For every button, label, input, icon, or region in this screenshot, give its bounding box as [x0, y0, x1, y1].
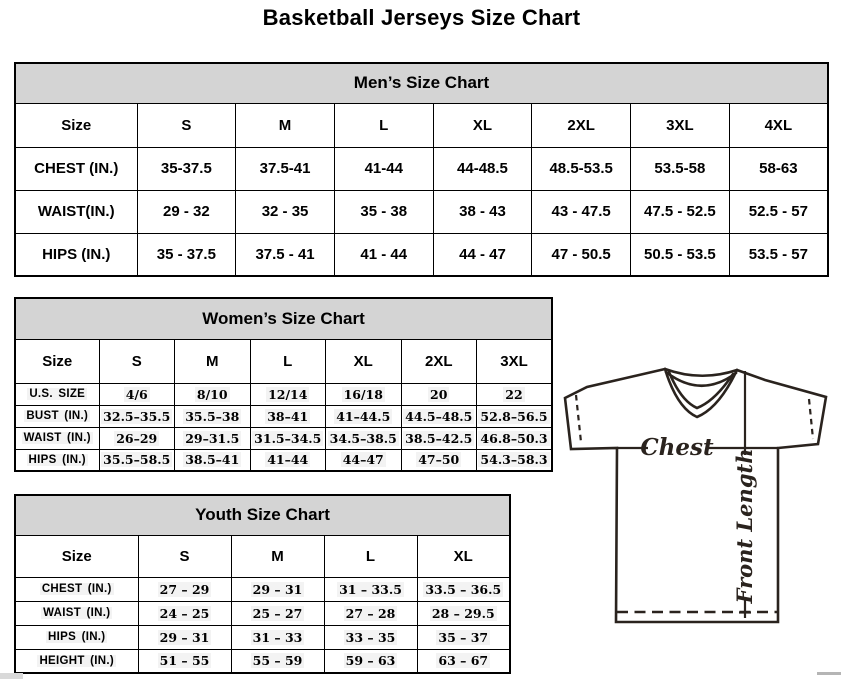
men-value-cell: [631, 190, 730, 233]
men-value-text: 37.5-41: [259, 160, 311, 177]
men-value-cell: [729, 147, 828, 190]
women-column-header-4: XL: [326, 339, 402, 383]
men-value-text: 37.5 - 41: [255, 245, 315, 263]
men-value-cell: [631, 147, 730, 190]
men-row-label-0: [15, 147, 137, 190]
youth-value-cell: [231, 601, 324, 625]
women-value-text: 8/10: [196, 386, 228, 402]
women-value-cell: [250, 449, 326, 471]
men-row-label-text-2: HIPS (IN.): [42, 245, 111, 263]
men-row-label-1: [15, 190, 137, 233]
men-column-header-4: XL: [433, 103, 532, 147]
youth-value-cell: [417, 601, 510, 625]
youth-value-text: 35 – 37: [438, 629, 489, 645]
men-column-header-2: M: [236, 103, 335, 147]
youth-column-header-0: Size: [15, 535, 138, 577]
women-value-cell: [401, 383, 477, 405]
mens-size-table: [14, 62, 829, 277]
women-value-cell: [175, 383, 251, 405]
youth-value-text: 51 – 55: [159, 653, 210, 669]
men-value-text: 53.5-58: [654, 160, 706, 177]
youth-value-text: 59 – 63: [345, 653, 396, 669]
men-value-text: 53.5 - 57: [748, 245, 808, 263]
men-value-cell: [433, 233, 532, 276]
women-value-cell: [175, 427, 251, 449]
youth-data-row-2: [15, 625, 510, 649]
youth-chart-title: Youth Size Chart: [15, 495, 510, 535]
women-value-text: 35.5–58.5: [103, 452, 171, 468]
youth-row-label-text-3: HEIGHT (IN.): [39, 654, 115, 667]
youth-value-cell: [231, 625, 324, 649]
women-value-cell: [250, 427, 326, 449]
youth-size-table: [14, 494, 511, 674]
page-title: Basketball Jerseys Size Chart: [262, 5, 581, 30]
youth-value-cell: [417, 649, 510, 673]
women-value-cell: [401, 449, 477, 471]
youth-value-cell: [231, 577, 324, 601]
women-value-cell: [250, 405, 326, 427]
youth-row-label-2: [15, 625, 138, 649]
youth-value-cell: [138, 577, 231, 601]
men-value-text: 43 - 47.5: [551, 203, 611, 220]
women-chart-title: Women’s Size Chart: [15, 298, 552, 339]
women-column-header-5: 2XL: [401, 339, 477, 383]
women-value-cell: [326, 427, 402, 449]
women-data-row-1: [15, 405, 552, 427]
youth-title-row: [15, 495, 510, 535]
men-value-cell: [532, 190, 631, 233]
men-value-cell: [433, 147, 532, 190]
men-title-row: [15, 63, 828, 103]
men-value-text: 29 - 32: [163, 203, 210, 220]
women-value-text: 31.5–34.5: [254, 430, 322, 446]
men-value-text: 44-48.5: [457, 160, 508, 177]
men-value-text: 41 - 44: [360, 245, 408, 263]
women-value-cell: [477, 405, 553, 427]
men-column-header-1: S: [137, 103, 236, 147]
women-column-header-6: 3XL: [477, 339, 553, 383]
youth-value-cell: [417, 625, 510, 649]
women-column-header-0: Size: [15, 339, 99, 383]
youth-value-cell: [138, 601, 231, 625]
men-value-text: 48.5-53.5: [549, 160, 613, 177]
women-value-text: 52.8–56.5: [480, 408, 548, 424]
youth-value-cell: [324, 649, 417, 673]
youth-value-cell: [324, 577, 417, 601]
women-value-cell: [326, 405, 402, 427]
men-value-text: 52.5 - 57: [748, 203, 808, 220]
women-value-cell: [175, 449, 251, 471]
youth-data-row-1: [15, 601, 510, 625]
men-value-text: 47.5 - 52.5: [644, 203, 716, 220]
youth-column-header-1: S: [138, 535, 231, 577]
women-value-text: 22: [505, 386, 523, 402]
men-value-cell: [236, 147, 335, 190]
women-row-label-text-0: U.S. SIZE: [29, 388, 86, 400]
men-value-cell: [334, 190, 433, 233]
womens-size-table: [14, 297, 553, 472]
women-row-label-text-2: WAIST (IN.): [23, 432, 91, 444]
youth-column-header-3: L: [324, 535, 417, 577]
men-row-label-text-1: WAIST(IN.): [37, 203, 115, 220]
women-value-text: 34.5–38.5: [329, 430, 397, 446]
women-value-text: 44–47: [342, 452, 384, 468]
youth-value-cell: [231, 649, 324, 673]
women-value-cell: [326, 383, 402, 405]
men-value-cell: [532, 233, 631, 276]
women-value-cell: [401, 427, 477, 449]
youth-value-text: 24 – 25: [159, 605, 210, 621]
women-row-label-3: [15, 449, 99, 471]
youth-row-label-3: [15, 649, 138, 673]
youth-row-label-1: [15, 601, 138, 625]
women-value-cell: [99, 449, 175, 471]
women-value-cell: [99, 427, 175, 449]
men-value-text: 35-37.5: [160, 160, 212, 177]
youth-value-cell: [324, 601, 417, 625]
front-length-label: Front Length: [732, 448, 757, 604]
men-value-cell: [236, 233, 335, 276]
women-column-header-2: M: [175, 339, 251, 383]
youth-size-header-row: [15, 535, 510, 577]
men-value-text: 35 - 37.5: [156, 245, 216, 263]
women-value-text: 4/6: [125, 386, 148, 402]
bottom-left-scroll-artifact: [0, 673, 23, 679]
women-value-cell: [477, 383, 553, 405]
women-data-row-0: [15, 383, 552, 405]
men-value-cell: [729, 190, 828, 233]
youth-value-text: 55 – 59: [252, 653, 303, 669]
men-value-cell: [532, 147, 631, 190]
women-value-cell: [250, 383, 326, 405]
women-value-cell: [326, 449, 402, 471]
men-value-text: 32 - 35: [261, 203, 309, 220]
men-value-cell: [137, 233, 236, 276]
women-row-label-2: [15, 427, 99, 449]
chest-label: Chest: [640, 434, 714, 461]
men-data-row-2: [15, 233, 828, 276]
women-column-header-3: L: [250, 339, 326, 383]
women-value-text: 46.8–50.3: [480, 430, 548, 446]
youth-row-label-0: [15, 577, 138, 601]
women-value-text: 20: [430, 386, 448, 402]
jersey-measurement-diagram: [556, 355, 843, 645]
women-value-cell: [175, 405, 251, 427]
women-value-text: 35.5–38: [185, 408, 240, 424]
youth-row-label-text-1: WAIST (IN.): [43, 607, 111, 619]
men-column-header-5: 2XL: [532, 103, 631, 147]
men-value-cell: [729, 233, 828, 276]
women-value-cell: [99, 383, 175, 405]
men-value-text: 41-44: [364, 160, 403, 177]
men-row-label-text-0: CHEST (IN.): [34, 160, 119, 177]
men-column-header-7: 4XL: [729, 103, 828, 147]
women-value-cell: [477, 427, 553, 449]
men-column-header-6: 3XL: [631, 103, 730, 147]
women-size-header-row: [15, 339, 552, 383]
bottom-right-scroll-artifact: [817, 672, 841, 675]
women-column-header-1: S: [99, 339, 175, 383]
men-value-text: 44 - 47: [459, 245, 506, 263]
women-data-row-2: [15, 427, 552, 449]
youth-value-text: 29 – 31: [252, 581, 303, 597]
women-value-text: 44.5–48.5: [405, 408, 473, 424]
sleeve-cuff-dash-right: [809, 399, 813, 439]
women-value-text: 32.5–35.5: [103, 408, 171, 424]
women-row-label-1: [15, 405, 99, 427]
men-value-text: 50.5 - 53.5: [644, 245, 716, 263]
men-value-cell: [236, 190, 335, 233]
women-title-row: [15, 298, 552, 339]
men-value-cell: [137, 190, 236, 233]
jersey-diagram-svg: [556, 355, 843, 645]
youth-value-text: 27 – 28: [345, 605, 396, 621]
youth-value-cell: [138, 625, 231, 649]
youth-value-cell: [324, 625, 417, 649]
men-chart-title: Men’s Size Chart: [15, 63, 828, 103]
women-value-text: 41–44.5: [336, 408, 391, 424]
women-value-cell: [477, 449, 553, 471]
women-row-label-0: [15, 383, 99, 405]
youth-value-text: 33 – 35: [345, 629, 396, 645]
women-value-text: 38.5–42.5: [405, 430, 473, 446]
men-column-header-0: Size: [15, 103, 137, 147]
men-value-cell: [137, 147, 236, 190]
youth-value-text: 63 – 67: [438, 653, 489, 669]
men-value-cell: [631, 233, 730, 276]
women-value-text: 54.3–58.3: [480, 452, 548, 468]
youth-column-header-2: M: [231, 535, 324, 577]
women-value-text: 47–50: [418, 452, 460, 468]
women-value-text: 29–31.5: [185, 430, 240, 446]
women-value-text: 26–29: [116, 430, 158, 446]
men-data-row-0: [15, 147, 828, 190]
men-value-text: 47 - 50.5: [551, 245, 611, 263]
women-row-label-text-3: HIPS (IN.): [28, 453, 86, 466]
men-data-row-1: [15, 190, 828, 233]
men-value-cell: [334, 233, 433, 276]
women-value-text: 41–44: [267, 452, 309, 468]
youth-value-cell: [138, 649, 231, 673]
men-row-label-2: [15, 233, 137, 276]
sleeve-cuff-dash-left: [576, 395, 581, 442]
women-value-cell: [99, 405, 175, 427]
youth-value-text: 27 – 29: [159, 581, 210, 597]
men-value-text: 35 - 38: [360, 203, 408, 220]
men-column-header-3: L: [334, 103, 433, 147]
youth-value-text: 31 – 33.5: [339, 581, 402, 597]
women-value-text: 16/18: [343, 386, 383, 402]
youth-value-text: 29 – 31: [159, 629, 210, 645]
men-value-text: 38 - 43: [459, 203, 506, 220]
men-value-cell: [433, 190, 532, 233]
youth-data-row-0: [15, 577, 510, 601]
youth-data-row-3: [15, 649, 510, 673]
men-size-header-row: [15, 103, 828, 147]
youth-row-label-text-2: HIPS (IN.): [48, 631, 106, 643]
women-value-text: 38.5–41: [185, 452, 240, 468]
women-value-text: 12/14: [268, 386, 308, 402]
men-value-cell: [334, 147, 433, 190]
youth-value-text: 28 – 29.5: [431, 605, 495, 621]
youth-row-label-text-0: CHEST (IN.): [41, 583, 112, 595]
youth-value-text: 33.5 – 36.5: [425, 581, 502, 597]
women-value-text: 38–41: [267, 408, 309, 424]
women-data-row-3: [15, 449, 552, 471]
women-value-cell: [401, 405, 477, 427]
youth-value-cell: [417, 577, 510, 601]
youth-column-header-4: XL: [417, 535, 510, 577]
youth-value-text: 25 – 27: [252, 605, 303, 621]
youth-value-text: 31 – 33: [252, 629, 303, 645]
women-row-label-text-1: BUST (IN.): [26, 410, 89, 422]
men-value-text: 58-63: [759, 160, 798, 177]
